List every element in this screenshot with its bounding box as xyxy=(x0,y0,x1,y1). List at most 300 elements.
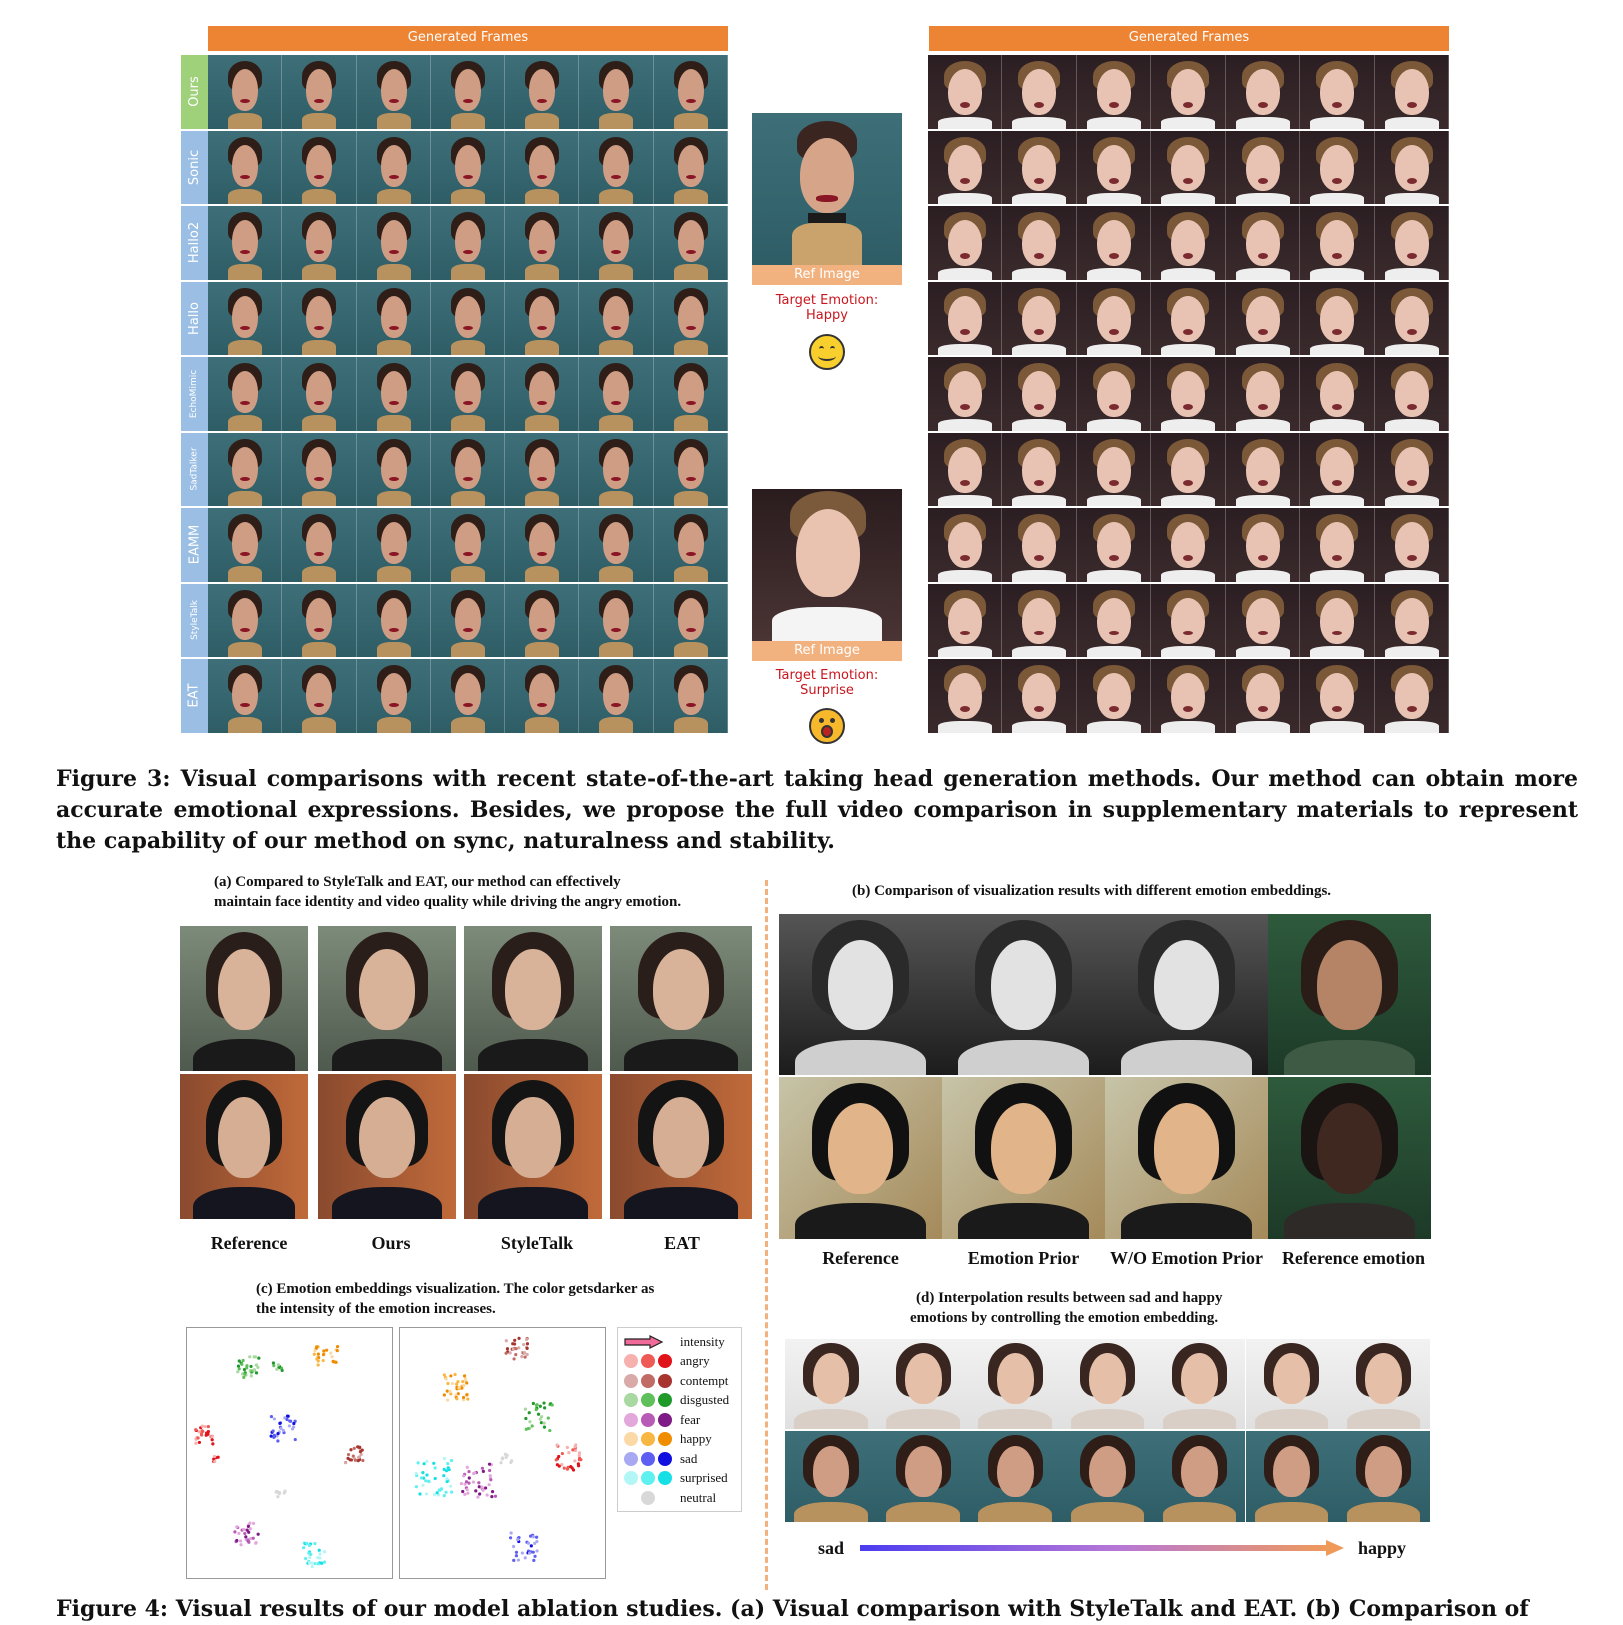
embedding-point xyxy=(443,1468,446,1471)
embedding-point xyxy=(532,1402,535,1405)
generated-frame xyxy=(282,55,356,129)
embedding-point xyxy=(443,1494,446,1497)
embedding-point xyxy=(525,1338,528,1341)
embedding-point xyxy=(249,1537,252,1540)
generated-frame xyxy=(928,659,1002,733)
embedding-point xyxy=(318,1552,321,1555)
frame-row xyxy=(928,584,1449,658)
generated-frame xyxy=(1077,131,1151,205)
embedding-point xyxy=(271,1429,274,1432)
generated-frame xyxy=(654,131,728,205)
embedding-point xyxy=(504,1352,507,1355)
embedding-point xyxy=(288,1424,291,1427)
generated-frame xyxy=(1300,433,1374,507)
embedding-point xyxy=(420,1476,423,1479)
generated-frame xyxy=(505,584,579,658)
generated-frame xyxy=(579,584,653,658)
method-label-text: Hallo2 xyxy=(187,222,203,264)
embedding-point xyxy=(462,1396,465,1399)
embedding-point xyxy=(443,1373,446,1376)
embedding-point xyxy=(511,1342,514,1345)
embedding-point xyxy=(539,1405,542,1408)
embedding-point xyxy=(517,1346,520,1349)
embedding-point xyxy=(277,1491,280,1494)
embedding-point xyxy=(572,1468,575,1471)
generated-frame xyxy=(208,131,282,205)
generated-frame xyxy=(431,508,505,582)
embedding-point xyxy=(275,1368,278,1371)
generated-frame xyxy=(1077,659,1151,733)
generated-frame xyxy=(1151,508,1225,582)
panel-d-images xyxy=(785,1339,1430,1522)
embedding-point xyxy=(524,1556,527,1559)
embedding-point xyxy=(517,1337,520,1340)
embedding-point xyxy=(499,1461,502,1464)
embedding-point xyxy=(484,1486,487,1489)
legend-swatch xyxy=(641,1452,655,1466)
embedding-point xyxy=(357,1456,360,1459)
embedding-point xyxy=(526,1347,529,1350)
embedding-point xyxy=(425,1492,428,1495)
generated-frame xyxy=(1300,282,1374,356)
embedding-scatter-left xyxy=(186,1327,393,1579)
embedding-point xyxy=(201,1425,204,1428)
legend-label: intensity xyxy=(680,1333,725,1349)
embedding-point xyxy=(294,1438,297,1441)
embedding-point xyxy=(509,1351,512,1354)
generated-frame xyxy=(1226,357,1300,431)
generated-frames-grid-left xyxy=(208,55,728,735)
embedding-point xyxy=(242,1528,245,1531)
embedding-point xyxy=(533,1542,536,1545)
embedding-point xyxy=(233,1530,236,1533)
generated-frame xyxy=(654,357,728,431)
generated-frame xyxy=(282,131,356,205)
embedding-point xyxy=(200,1432,203,1435)
panel-a-title xyxy=(214,872,754,912)
face-photo xyxy=(877,1431,969,1522)
embedding-point xyxy=(512,1559,515,1562)
column-label-reference-emotion: Reference emotion xyxy=(1281,1248,1426,1268)
legend-label: neutral xyxy=(680,1489,717,1505)
target-emotion-value: Surprise xyxy=(800,683,854,698)
embedding-point xyxy=(322,1349,325,1352)
generated-frame xyxy=(505,206,579,280)
generated-frame xyxy=(1300,357,1374,431)
legend-row xyxy=(624,1430,741,1450)
frame-row xyxy=(208,357,728,431)
generated-frame xyxy=(357,508,431,582)
embedding-point xyxy=(304,1557,307,1560)
face-photo xyxy=(1246,1431,1338,1522)
face-photo xyxy=(464,1074,602,1219)
embedding-point xyxy=(539,1418,542,1421)
embedding-point xyxy=(317,1562,320,1565)
embedding-point xyxy=(360,1453,363,1456)
generated-frame xyxy=(1300,55,1374,129)
embedding-point xyxy=(528,1420,531,1423)
embedding-point xyxy=(361,1459,364,1462)
generated-frame xyxy=(505,282,579,356)
legend-swatch xyxy=(641,1374,655,1388)
frame-row xyxy=(928,282,1449,356)
embedding-point xyxy=(425,1473,428,1476)
embedding-point xyxy=(237,1365,240,1368)
face-photo xyxy=(1338,1431,1430,1522)
legend-row xyxy=(624,1371,741,1391)
embedding-point xyxy=(334,1360,337,1363)
figure-4-caption: Figure 4: Visual results of our model ablation studies. (a) Visual comparison with StyleTalk and EAT. (b) Comparison of xyxy=(56,1596,1529,1622)
embedding-point xyxy=(540,1421,543,1424)
column-label-ours: Ours xyxy=(371,1233,411,1253)
embedding-point xyxy=(448,1390,451,1393)
generated-frame xyxy=(1002,282,1076,356)
embedding-point xyxy=(528,1411,531,1414)
embedding-point xyxy=(489,1474,492,1477)
embedding-point xyxy=(558,1465,561,1468)
embedding-point xyxy=(472,1480,475,1483)
generated-frame xyxy=(431,357,505,431)
embedding-point xyxy=(481,1467,484,1470)
embedding-point xyxy=(514,1347,517,1350)
embedding-point xyxy=(238,1367,241,1370)
panel-c-title xyxy=(256,1279,736,1319)
embedding-point xyxy=(201,1429,204,1432)
generated-frame xyxy=(1226,282,1300,356)
generated-frames-header-left: Generated Frames xyxy=(208,26,728,51)
embedding-point xyxy=(443,1457,446,1460)
embedding-point xyxy=(446,1390,449,1393)
panel-c-title-line2: the intensity of the emotion increases. xyxy=(256,1301,496,1317)
column-label-reference: Reference xyxy=(822,1248,899,1268)
column-label-eat: EAT xyxy=(664,1233,700,1253)
face-photo xyxy=(942,1077,1105,1239)
embedding-point xyxy=(455,1397,458,1400)
embedding-point xyxy=(254,1541,257,1544)
embedding-point xyxy=(236,1370,239,1373)
frame-row xyxy=(928,508,1449,582)
embedding-point xyxy=(480,1485,483,1488)
generated-frame xyxy=(1002,206,1076,280)
legend-row xyxy=(624,1332,741,1352)
embedding-point xyxy=(532,1559,535,1562)
generated-frame xyxy=(282,659,356,733)
legend-swatch xyxy=(624,1413,638,1427)
embedding-point xyxy=(482,1470,485,1473)
generated-frame xyxy=(928,55,1002,129)
panel-d-title-line2: emotions by controlling the emotion embedding. xyxy=(910,1310,1219,1326)
embedding-point xyxy=(578,1454,581,1457)
face-photo xyxy=(1338,1339,1430,1429)
frame-row xyxy=(928,131,1449,205)
legend-swatch xyxy=(658,1374,672,1388)
embedding-point xyxy=(504,1453,507,1456)
embedding-point xyxy=(323,1560,326,1563)
generated-frame xyxy=(1375,206,1449,280)
ref-image-man xyxy=(752,489,902,641)
embedding-point xyxy=(489,1478,492,1481)
legend-swatch xyxy=(624,1471,638,1485)
generated-frame xyxy=(505,659,579,733)
generated-frame xyxy=(1077,584,1151,658)
legend-label: fear xyxy=(680,1411,701,1427)
embedding-point xyxy=(512,1357,515,1360)
ref-image-label-2: Ref Image xyxy=(752,641,902,661)
embedding-point xyxy=(505,1339,508,1342)
embedding-point xyxy=(313,1542,316,1545)
embedding-point xyxy=(196,1436,199,1439)
embedding-point xyxy=(415,1472,418,1475)
generated-frame xyxy=(1151,55,1225,129)
frame-row xyxy=(208,433,728,507)
legend-label: disgusted xyxy=(680,1392,730,1408)
embedding-point xyxy=(434,1477,437,1480)
frame-row xyxy=(928,659,1449,733)
embedding-point xyxy=(524,1417,527,1420)
embedding-point xyxy=(315,1345,318,1348)
face-photo xyxy=(464,926,602,1071)
embedding-point xyxy=(446,1462,449,1465)
embedding-point xyxy=(463,1493,466,1496)
embedding-point xyxy=(278,1422,281,1425)
interpolation-arrow-icon xyxy=(858,1539,1346,1557)
embedding-point xyxy=(235,1539,238,1542)
generated-frame xyxy=(282,584,356,658)
embedding-point xyxy=(531,1424,534,1427)
embedding-point xyxy=(515,1554,518,1557)
panel-a-title-line1: (a) Compared to StyleTalk and EAT, our method can effectively xyxy=(214,874,621,890)
method-label-text: Ours xyxy=(187,76,202,108)
embedding-point xyxy=(347,1453,350,1456)
face-photo xyxy=(318,1074,456,1219)
embedding-point xyxy=(521,1551,524,1554)
generated-frame xyxy=(579,55,653,129)
ref-image-label-1: Ref Image xyxy=(752,265,902,285)
embedding-point xyxy=(535,1536,538,1539)
column-label-reference: Reference xyxy=(210,1233,288,1253)
generated-frame xyxy=(1375,357,1449,431)
generated-frame xyxy=(1226,206,1300,280)
generated-frame xyxy=(1226,508,1300,582)
embedding-point xyxy=(315,1357,318,1360)
legend-row xyxy=(624,1352,741,1372)
legend-swatch xyxy=(624,1393,638,1407)
embedding-point xyxy=(505,1456,508,1459)
generated-frame xyxy=(505,357,579,431)
frame-row xyxy=(208,659,728,733)
embedding-point xyxy=(512,1545,515,1548)
embedding-point xyxy=(194,1428,197,1431)
generated-frames-header-right: Generated Frames xyxy=(929,26,1449,51)
embedding-point xyxy=(308,1544,311,1547)
generated-frame xyxy=(505,508,579,582)
embedding-point xyxy=(235,1525,238,1528)
face-photo xyxy=(942,914,1105,1075)
generated-frame xyxy=(1077,433,1151,507)
embedding-point xyxy=(473,1471,476,1474)
generated-frame xyxy=(505,55,579,129)
embedding-point xyxy=(270,1415,273,1418)
embedding-point xyxy=(446,1382,449,1385)
generated-frame xyxy=(1077,206,1151,280)
embedding-point xyxy=(512,1348,515,1351)
embedding-point xyxy=(465,1393,468,1396)
generated-frame xyxy=(654,433,728,507)
generated-frame xyxy=(1375,55,1449,129)
generated-frame xyxy=(1151,433,1225,507)
embedding-point xyxy=(422,1462,425,1465)
generated-frame xyxy=(357,55,431,129)
generated-frame xyxy=(654,659,728,733)
generated-frame xyxy=(1151,206,1225,280)
generated-frame xyxy=(431,584,505,658)
generated-frame xyxy=(1077,357,1151,431)
method-label xyxy=(181,131,208,205)
embedding-point xyxy=(501,1457,504,1460)
embedding-point xyxy=(524,1408,527,1411)
embedding-point xyxy=(421,1484,424,1487)
embedding-point xyxy=(248,1521,251,1524)
embedding-point xyxy=(204,1425,207,1428)
generated-frame xyxy=(928,584,1002,658)
generated-frame xyxy=(1002,357,1076,431)
generated-frame xyxy=(208,584,282,658)
embedding-point xyxy=(513,1339,516,1342)
target-emotion-label: Target Emotion: xyxy=(775,293,879,308)
embedding-point xyxy=(194,1442,197,1445)
generated-frame xyxy=(1002,433,1076,507)
embedding-point xyxy=(461,1490,464,1493)
generated-frame xyxy=(357,282,431,356)
embedding-point xyxy=(506,1347,509,1350)
embedding-point xyxy=(283,1491,286,1494)
legend-swatch xyxy=(658,1452,672,1466)
happy-label: happy xyxy=(1358,1538,1407,1558)
frame-row xyxy=(208,55,728,129)
legend-row xyxy=(624,1449,741,1469)
legend-swatch xyxy=(641,1393,655,1407)
face-photo xyxy=(1268,1077,1431,1239)
panel-d-title xyxy=(910,1288,1330,1328)
embedding-point xyxy=(359,1450,362,1453)
generated-frame xyxy=(357,206,431,280)
embedding-point xyxy=(443,1393,446,1396)
face-photo xyxy=(180,926,308,1071)
figure-3-caption: Figure 3: Visual comparisons with recent state-of-the-art taking head generation methods. Our method can obtain more accurate emotional expressions. Besides, we propose the full video comparison in supplementary materials to represent the capability of our method on sync, naturalness and stability. xyxy=(56,766,1578,854)
frame-row xyxy=(928,206,1449,280)
generated-frame xyxy=(654,584,728,658)
embedding-point xyxy=(478,1492,481,1495)
generated-frame xyxy=(282,357,356,431)
frame-row xyxy=(208,131,728,205)
generated-frame xyxy=(1151,659,1225,733)
panel-b-images xyxy=(779,914,1431,1239)
embedding-point xyxy=(418,1492,421,1495)
method-label xyxy=(181,659,208,733)
embedding-point xyxy=(463,1374,466,1377)
face-photo xyxy=(785,1339,877,1429)
embedding-point xyxy=(451,1382,454,1385)
generated-frame xyxy=(1300,131,1374,205)
generated-frame xyxy=(928,131,1002,205)
embedding-point xyxy=(566,1446,569,1449)
face-photo xyxy=(318,926,456,1071)
generated-frame xyxy=(1151,282,1225,356)
embedding-point xyxy=(494,1495,497,1498)
embedding-point xyxy=(488,1463,491,1466)
embedding-point xyxy=(292,1425,295,1428)
legend-swatch xyxy=(624,1374,638,1388)
embedding-point xyxy=(465,1480,468,1483)
method-label xyxy=(181,584,208,658)
embedding-point xyxy=(357,1459,360,1462)
embedding-point xyxy=(514,1353,517,1356)
legend-label: angry xyxy=(680,1353,710,1369)
embedding-point xyxy=(448,1468,451,1471)
legend-swatch xyxy=(641,1471,655,1485)
embedding-point xyxy=(474,1489,477,1492)
frame-row xyxy=(208,206,728,280)
embedding-point xyxy=(491,1490,494,1493)
generated-frame xyxy=(357,357,431,431)
embedding-point xyxy=(244,1535,247,1538)
embedding-point xyxy=(252,1368,255,1371)
generated-frame xyxy=(1226,131,1300,205)
embedding-point xyxy=(330,1355,333,1358)
generated-frame xyxy=(1226,433,1300,507)
face-photo xyxy=(785,1431,877,1522)
embedding-point xyxy=(522,1343,525,1346)
embedding-point xyxy=(257,1356,260,1359)
embedding-point xyxy=(322,1353,325,1356)
panel-b-column-labels xyxy=(779,1248,1439,1269)
embedding-point xyxy=(320,1561,323,1564)
generated-frame xyxy=(1151,131,1225,205)
face-photo xyxy=(877,1339,969,1429)
target-emotion-2 xyxy=(752,668,902,698)
embedding-point xyxy=(325,1349,328,1352)
embedding-point xyxy=(434,1466,437,1469)
method-label-text: Sonic xyxy=(187,149,202,185)
legend-swatch xyxy=(658,1354,672,1368)
embedding-point xyxy=(543,1421,546,1424)
generated-frame xyxy=(1002,131,1076,205)
embedding-point xyxy=(252,1537,255,1540)
frame-row xyxy=(928,433,1449,507)
embedding-point xyxy=(305,1542,308,1545)
method-label-text: EchoMimic xyxy=(189,369,200,418)
embedding-point xyxy=(281,1369,284,1372)
embedding-point xyxy=(417,1461,420,1464)
generated-frame xyxy=(1375,433,1449,507)
embedding-point xyxy=(566,1468,569,1471)
embedding-point xyxy=(535,1404,538,1407)
embedding-point xyxy=(442,1474,445,1477)
embedding-point xyxy=(466,1466,469,1469)
legend-swatch xyxy=(641,1491,655,1505)
face-photo xyxy=(1268,914,1431,1075)
embedding-point xyxy=(318,1549,321,1552)
legend-swatch xyxy=(641,1354,655,1368)
generated-frame xyxy=(1300,584,1374,658)
generated-frame xyxy=(208,508,282,582)
embedding-point xyxy=(254,1355,257,1358)
method-label-text: EAMM xyxy=(187,524,203,565)
embedding-point xyxy=(478,1485,481,1488)
embedding-point xyxy=(344,1461,347,1464)
generated-frame xyxy=(1226,55,1300,129)
legend-swatch xyxy=(658,1432,672,1446)
